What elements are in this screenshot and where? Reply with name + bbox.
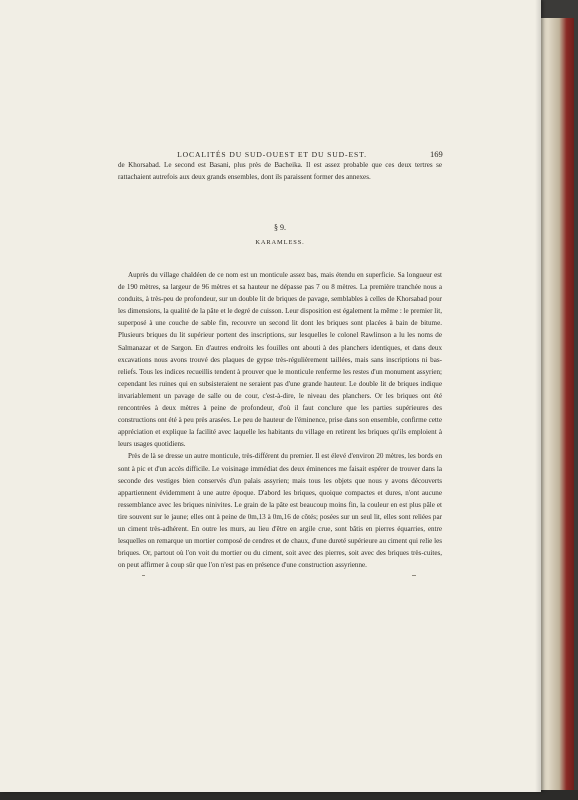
- paragraph-1: Auprès du village chaldéen de ce nom est un monticule assez bas, mais étendu en superficie. Sa longueur est de 190 mètres, sa largeur de 96 mètres et sa hauteur ne dépasse pas 7 ou 8 mètres. La première tranchée nous a conduits, à très-peu de profondeur, sur un double lit de briques de pavage, semblables à celles de Khorsabad pour les dimensions, la qualité de la pâte et le degré de cuisson. Leur disposition est également la même : le premier lit, superposé à une couche de sable fin, recouvre un second lit dont les briques sont placées à bain de bitume. Plusieurs briques du lit supérieur portent des inscriptions, sur lesquelles le colonel Rawlinson a lu les noms de Salmanazar et de Sargon. En d'autres endroits les fouilles ont abouti à des planchers identiques, et dans deux excavations nous avons trouvé des plaques de gypse très-régulièrement taillées, mais sans inscriptions ni bas-reliefs. Tous les indices recueillis tendent à prouver que le monticule renferme les restes d'un monument assyrien; cependant les ruines qui en subsisteraient ne seraient pas d'une grande hauteur. Le double lit de briques indique invariablement un pavage de salle ou de cour, c'est-à-dire, le niveau des planchers. Or les briques ont été rencontrées à deux mètres à peine de profondeur, d'où il faut conclure que les parties supérieures des constructions ont été à peu près arasées. Le peu de hauteur de l'éminence, prise dans son ensemble, confirme cette appréciation et explique la facilité avec laquelle les habitants du village en retirent les briques qu'ils emploient à leurs usages quotidiens.: [118, 271, 442, 449]
- section-number: § 9.: [274, 223, 286, 232]
- page-number: 169: [430, 149, 443, 159]
- running-head: LOCALITÉS DU SUD-OUEST ET DU SUD-EST.: [177, 150, 367, 159]
- intro-paragraph: [118, 159, 442, 183]
- section-title: KARAMLESS.: [255, 239, 305, 246]
- body-text: [118, 269, 442, 571]
- intro-text: de Khorsabad. Le second est Basani, plus près de Bacheika. Il est assez probable que ces deux tertres se rattachaient autrefois aux deux grands ensembles, dont ils paraissent former des annexes.: [118, 161, 442, 182]
- paragraph-2: Près de là se dresse un autre monticule, très-différent du premier. Il est élevé d'environ 20 mètres, les bords en sont à pic et d'un accès difficile. Le voisinage immédiat des deux éminences me faisait espérer de trouver dans la seconde des vestiges bien conservés d'un palais assyrien; mais tous les objets que nous y avons découverts appartiennent évidemment à une autre époque. D'abord les briques, quoique compactes et dures, n'ont aucune ressemblance avec les briques ninivites. Le grain de la pâte est beaucoup moins fin, la couleur en est plus pâle et tire souvent sur le jaune; elles ont à peine de 0m,13 à 0m,16 de côtés; posées sur un seul lit, elles sont reliées par un ciment très-adhérent. En outre les murs, au lieu d'être en argile crue, sont bâtis en pierres équarries, entre lesquelles on remarque un mortier composé de cendres et de chaux, d'une dureté supérieure au ciment qui relie les briques. Or, partout où l'on voit du mortier ou du ciment, soit avec des pierres, soit avec des briques très-cuites, on peut affirmer à coup sûr que l'on n'est pas en présence d'une construction assyrienne.: [118, 452, 442, 570]
- signature-mark-left: [142, 575, 145, 576]
- book-page-edges: [537, 18, 574, 792]
- signature-mark-right: [412, 575, 416, 576]
